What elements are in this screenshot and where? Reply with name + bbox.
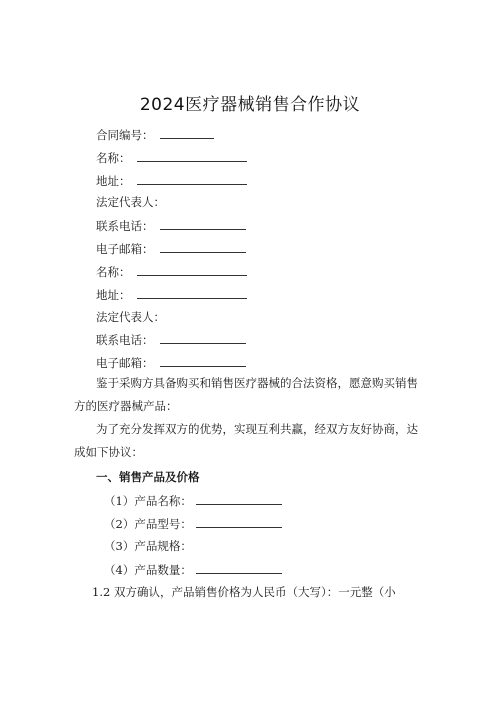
product-model-item xyxy=(104,515,282,532)
clause-1-2: 1.2 双方确认，产品销售价格为人民币（大写）：一元整（小 xyxy=(92,585,396,599)
fill-blank xyxy=(196,492,282,505)
item-label: （4）产品数量： xyxy=(104,563,192,577)
party-b-representative-field xyxy=(96,309,165,325)
party-a-representative-field xyxy=(96,194,165,210)
fill-blank xyxy=(137,172,247,185)
party-a-name-field xyxy=(96,149,247,166)
field-label: 电子邮箱： xyxy=(96,242,154,256)
party-a-phone-field xyxy=(96,217,246,234)
party-b-address-field xyxy=(96,286,247,303)
contract-number-field xyxy=(96,126,214,143)
party-b-name-field xyxy=(96,263,247,280)
fill-blank xyxy=(196,561,282,574)
field-label: 电子邮箱： xyxy=(96,356,154,370)
product-quantity-item xyxy=(104,561,282,578)
preamble-paragraph: 鉴于采购方具备购买和销售医疗器械的合法资格，愿意购买销售方的医疗器械产品： xyxy=(74,376,418,413)
field-label: 合同编号： xyxy=(96,128,154,142)
field-label: 法定代表人： xyxy=(96,310,165,324)
item-label: （2）产品型号： xyxy=(104,517,192,531)
product-name-item xyxy=(104,492,282,509)
item-label: （3）产品规格： xyxy=(104,539,192,553)
purpose-paragraph: 为了充分发挥双方的优势，实现互利共赢，经双方友好协商，达成如下协议： xyxy=(74,422,418,459)
field-label: 地址： xyxy=(96,288,131,302)
party-b-phone-field xyxy=(96,331,246,348)
fill-blank xyxy=(160,354,246,367)
fill-blank xyxy=(160,331,246,344)
field-label: 名称： xyxy=(96,151,131,165)
field-label: 法定代表人： xyxy=(96,195,165,209)
party-a-email-field xyxy=(96,240,246,257)
section-heading: 一、销售产品及价格 xyxy=(96,470,200,484)
product-spec-item xyxy=(104,538,192,554)
field-label: 地址： xyxy=(96,174,131,188)
fill-blank xyxy=(137,263,247,276)
fill-blank xyxy=(137,149,247,162)
fill-blank xyxy=(137,286,247,299)
fill-blank xyxy=(160,217,246,230)
party-b-email-field xyxy=(96,354,246,371)
item-label: （1）产品名称： xyxy=(104,494,192,508)
field-label: 名称： xyxy=(96,265,131,279)
party-a-address-field xyxy=(96,172,247,189)
fill-blank xyxy=(160,240,246,253)
fill-blank xyxy=(196,515,282,528)
document-title: 2024医疗器械销售合作协议 xyxy=(139,95,361,115)
field-label: 联系电话： xyxy=(96,333,154,347)
field-label: 联系电话： xyxy=(96,219,154,233)
fill-blank xyxy=(160,126,214,139)
